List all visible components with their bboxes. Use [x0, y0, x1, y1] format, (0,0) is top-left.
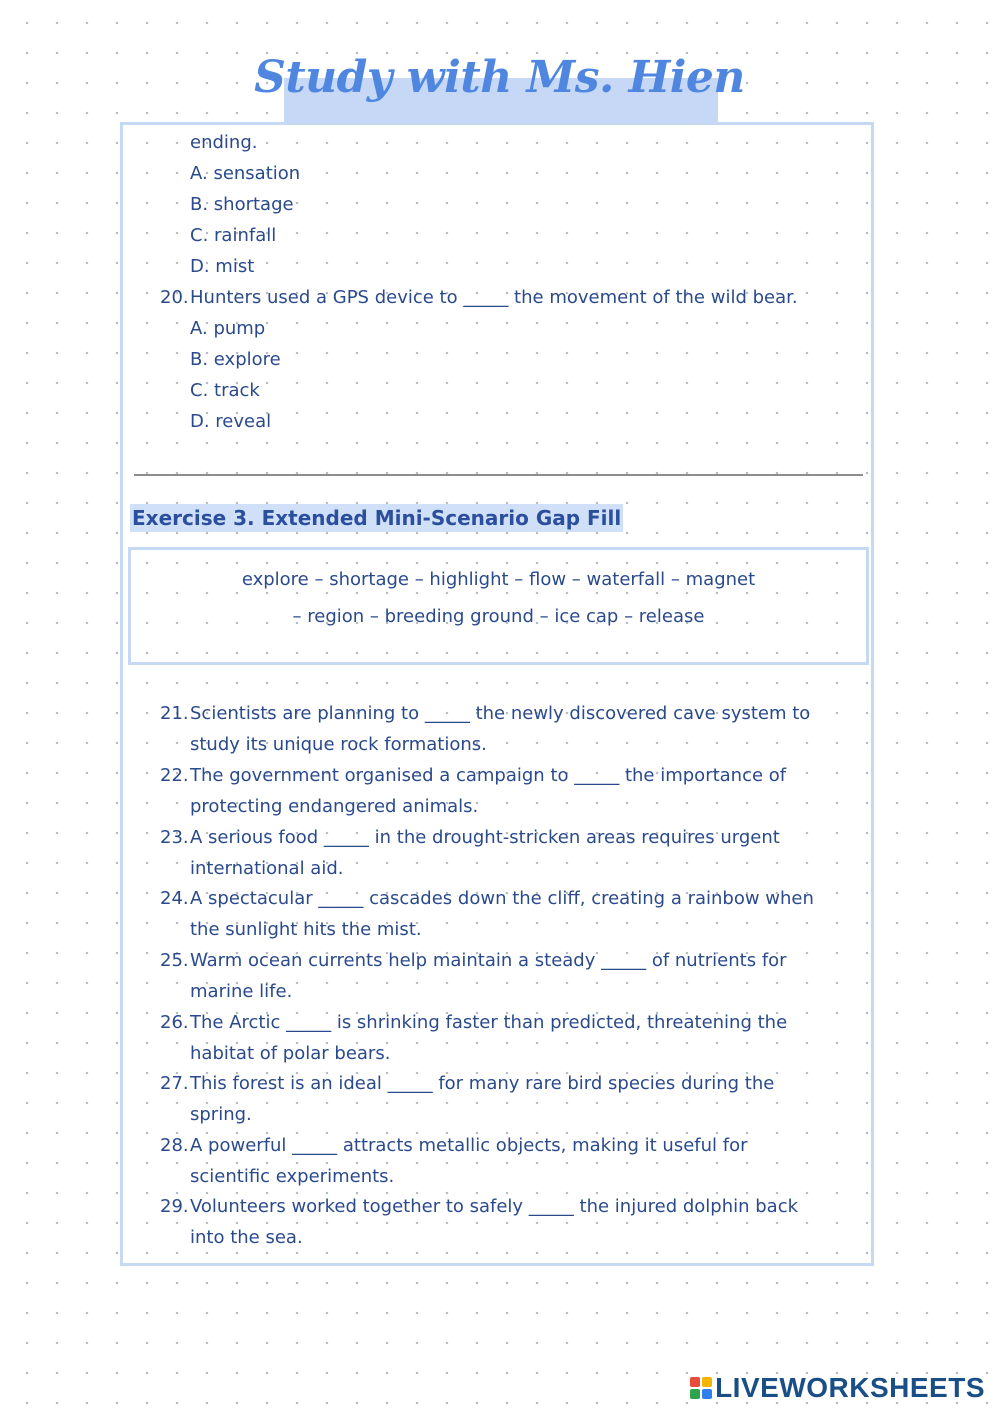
word-bank-line: – region – breeding ground – ice cap – release	[292, 606, 705, 627]
option-b: B. shortage	[190, 194, 294, 215]
question-text: A serious food _____ in the drought-stricken areas requires urgent	[190, 827, 780, 848]
question-number: 22.	[160, 765, 189, 786]
question-text-cont: marine life.	[190, 981, 293, 1002]
question-text: A powerful _____ attracts metallic objects, making it useful for	[190, 1135, 748, 1156]
question-text: Warm ocean currents help maintain a steady _____ of nutrients for	[190, 950, 787, 971]
logo-blocks-icon	[690, 1377, 712, 1399]
question-text-cont: into the sea.	[190, 1227, 303, 1248]
question-text: The Arctic _____ is shrinking faster than predicted, threatening the	[190, 1012, 788, 1033]
question-text-cont: habitat of polar bears.	[190, 1043, 391, 1064]
question-number: 27.	[160, 1073, 189, 1094]
word-bank-line: explore – shortage – highlight – flow – waterfall – magnet	[241, 569, 756, 590]
question-number: 21.	[160, 703, 189, 724]
option-c: C. rainfall	[190, 225, 277, 246]
option-b: B. explore	[190, 349, 281, 370]
exercise-title: Exercise 3. Extended Mini-Scenario Gap Fill	[132, 506, 622, 530]
question-text: This forest is an ideal _____ for many rare bird species during the	[190, 1073, 775, 1094]
option-a: A. sensation	[190, 163, 301, 184]
question-text-cont: protecting endangered animals.	[190, 796, 479, 817]
question-text-cont: study its unique rock formations.	[190, 734, 487, 755]
question-text-cont: international aid.	[190, 858, 344, 879]
question-number: 29.	[160, 1196, 189, 1217]
question-text: Volunteers worked together to safely _____ the injured dolphin back	[190, 1196, 799, 1217]
option-c: C. track	[190, 380, 260, 401]
option-a: A. pump	[190, 318, 266, 339]
question-text: Hunters used a GPS device to _____ the movement of the wild bear.	[190, 287, 798, 308]
option-d: D. reveal	[190, 411, 272, 432]
section-divider	[134, 474, 863, 476]
question-text: The government organised a campaign to _____ the importance of	[190, 765, 787, 786]
question-number: 23.	[160, 827, 189, 848]
continued-text: ending.	[190, 132, 258, 153]
question-text-cont: scientific experiments.	[190, 1166, 395, 1187]
question-number: 26.	[160, 1012, 189, 1033]
question-text-cont: spring.	[190, 1104, 252, 1125]
option-d: D. mist	[190, 256, 255, 277]
question-text: A spectacular _____ cascades down the cliff, creating a rainbow when	[190, 888, 814, 909]
question-text-cont: the sunlight hits the mist.	[190, 919, 422, 940]
question-number: 28.	[160, 1135, 189, 1156]
question-text: Scientists are planning to _____ the newly discovered cave system to	[190, 703, 811, 724]
brand-name: LIVEWORKSHEETS	[715, 1372, 985, 1403]
question-number: 25.	[160, 950, 189, 971]
liveworksheets-logo[interactable]	[690, 1372, 985, 1404]
page-title: Study with Ms. Hien	[254, 52, 745, 103]
question-number: 20.	[160, 287, 189, 308]
question-number: 24.	[160, 888, 189, 909]
